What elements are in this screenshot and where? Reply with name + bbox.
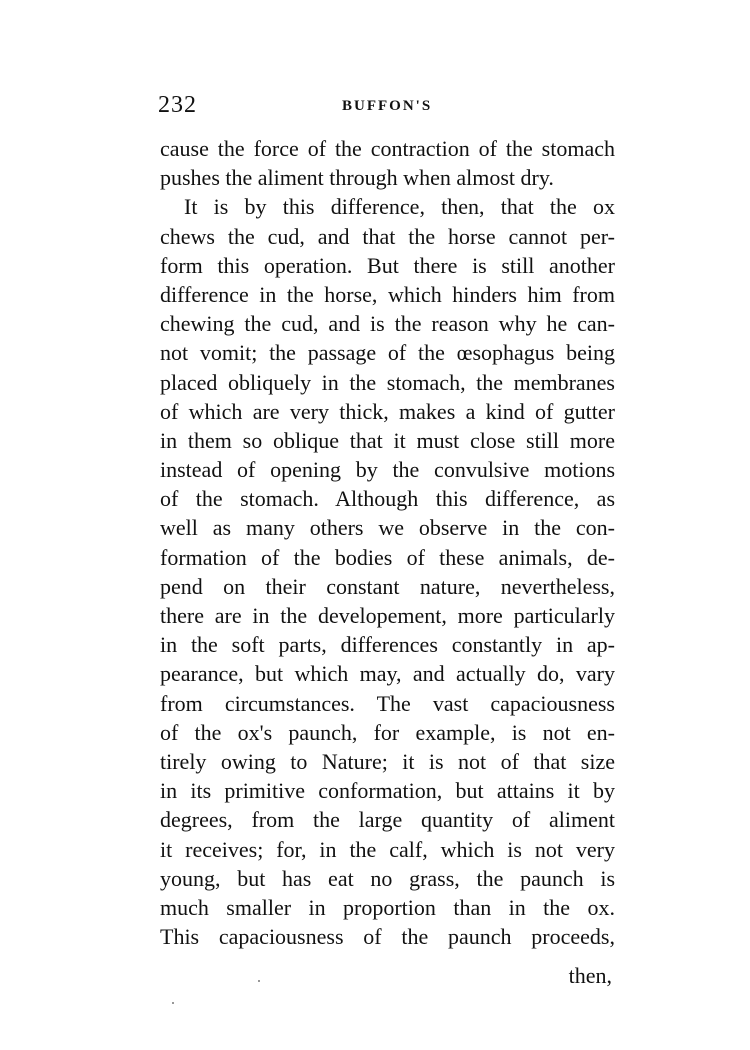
text-line: This capaciousness of the paunch proceeds, [160,924,615,950]
page-number: 232 [158,92,197,118]
text-line: much smaller in proportion than in the ox. [160,894,615,920]
text-line: difference in the horse, which hinders him from [160,281,615,307]
body-text [160,134,615,951]
text-line: in its primitive conformation, but attains it by [160,778,615,804]
text-line: degrees, from the large quantity of aliment [160,807,615,833]
text-line: of the ox's paunch, for example, is not en- [160,719,615,745]
text-line: instead of opening by the convulsive motions [160,457,615,483]
paper-speck [258,980,260,982]
text-line: well as many others we observe in the con- [160,515,615,541]
text-line: form this operation. But there is still another [160,252,615,278]
catchword: then, [568,963,612,988]
text-line: young, but has eat no grass, the paunch is [160,865,615,891]
text-line: chews the cud, and that the horse cannot per- [160,223,615,249]
text-line: there are in the developement, more particularly [160,603,615,628]
page-header [158,92,618,122]
text-line: chewing the cud, and is the reason why he can- [160,311,615,337]
text-line: of the stomach. Although this difference, as [160,486,615,512]
text-line: cause the force of the contraction of the stomach [160,136,615,161]
text-line: tirely owing to Nature; it is not of that size [160,748,615,774]
running-head: BUFFON'S [342,98,433,114]
text-line: in the soft parts, differences constantly in ap- [160,632,615,658]
text-line: it receives; for, in the calf, which is not very [160,836,615,862]
text-line: from circumstances. The vast capaciousness [160,690,615,716]
text-line: in them so oblique that it must close still more [160,427,615,453]
text-line: formation of the bodies of these animals, de- [160,544,615,570]
text-line: pearance, but which may, and actually do, vary [160,661,615,687]
text-line: of which are very thick, makes a kind of gutter [160,398,615,424]
text-line: pushes the aliment through when almost dry. [160,165,554,191]
text-line: It is by this difference, then, that the ox [184,194,615,220]
paper-speck [172,1002,174,1004]
text-line: placed obliquely in the stomach, the membranes [160,369,615,395]
text-line: pend on their constant nature, nevertheless, [160,573,615,599]
text-line: not vomit; the passage of the œsophagus being [160,340,615,366]
